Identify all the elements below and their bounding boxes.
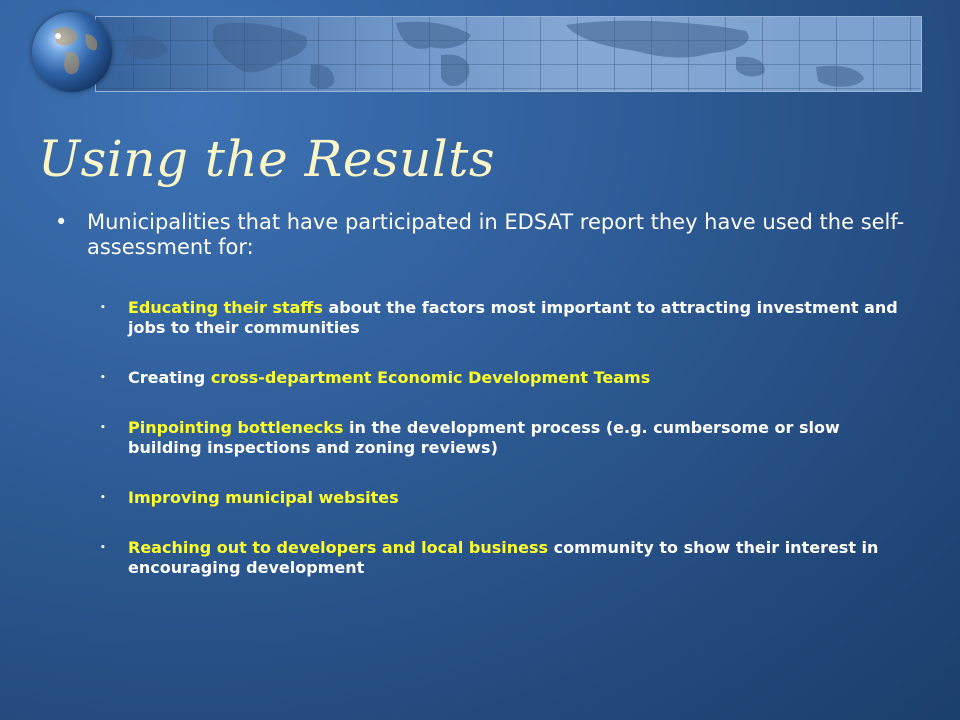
item-rest: in the development process (e.g. cumbersome or slow building inspections and zoning reviews) xyxy=(128,418,840,457)
item-text xyxy=(128,368,650,388)
item-bullet: • xyxy=(100,423,106,433)
list-item xyxy=(100,368,900,388)
list-item xyxy=(100,538,900,578)
list-item xyxy=(100,418,900,458)
item-highlight: Improving municipal websites xyxy=(128,488,399,507)
item-bullet: • xyxy=(100,373,106,383)
usage-list xyxy=(100,298,900,608)
item-highlight: Pinpointing bottlenecks xyxy=(128,418,344,437)
item-rest: community to show their interest in encouraging development xyxy=(128,538,879,577)
intro-bullet: • xyxy=(55,210,68,234)
item-text xyxy=(128,488,399,508)
slide-title: Using the Results xyxy=(38,130,496,188)
intro-paragraph xyxy=(55,210,915,260)
item-bullet: • xyxy=(100,543,106,553)
item-text xyxy=(128,538,900,578)
item-bullet: • xyxy=(100,493,106,503)
item-highlight: Educating their staffs xyxy=(128,298,323,317)
list-item xyxy=(100,298,900,338)
world-map-shapes xyxy=(96,17,921,91)
item-rest: about the factors most important to attracting investment and jobs to their communities xyxy=(128,298,898,337)
item-bullet: • xyxy=(100,303,106,313)
item-plain: Creating xyxy=(128,368,211,387)
globe-icon xyxy=(32,12,112,92)
intro-text: Municipalities that have participated in EDSAT report they have used the self-assessment for: xyxy=(87,210,905,259)
item-highlight: cross-department Economic Development Teams xyxy=(210,368,651,387)
world-map-banner xyxy=(95,16,922,92)
item-text xyxy=(128,418,900,458)
list-item xyxy=(100,488,900,508)
item-highlight: Reaching out to developers and local business xyxy=(128,538,549,557)
item-text xyxy=(128,298,900,338)
